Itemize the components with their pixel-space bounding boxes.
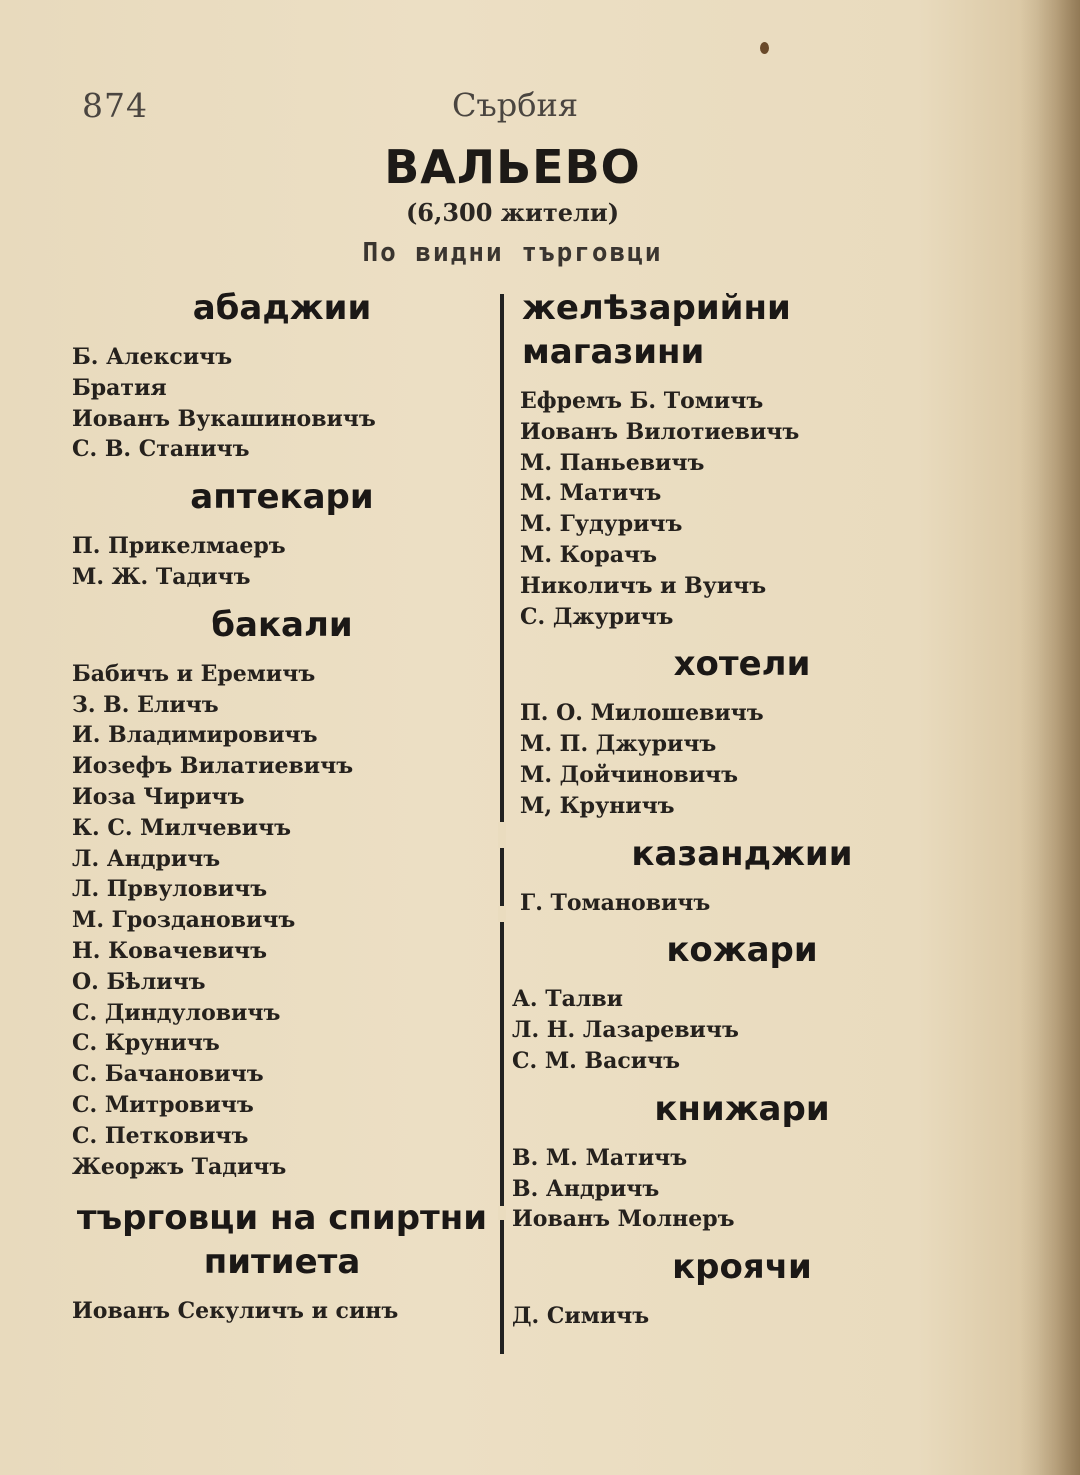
list-item: Братия <box>72 374 167 401</box>
subtitle: По видни търговци <box>362 238 663 268</box>
section-kazandzhii <box>512 832 972 919</box>
list-item: Жеоржъ Тадичъ <box>72 1153 287 1180</box>
list-item: П. О. Милошевичъ <box>520 700 764 727</box>
section-heading: казанджии <box>631 833 853 874</box>
list-item: Л. Првуловичъ <box>72 876 268 903</box>
list-item: З. В. Еличъ <box>72 691 219 718</box>
list-item: М. Паньевичъ <box>520 449 705 476</box>
list-item: С. Круничъ <box>72 1030 220 1057</box>
list-item: Иоза Чиричъ <box>72 783 245 810</box>
list-item: Ефремъ Б. Томичъ <box>520 388 764 414</box>
section-kozhari <box>512 928 972 1076</box>
section-kroyachi <box>512 1245 972 1332</box>
population: (6,300 жители) <box>405 198 620 227</box>
list-item: Иованъ Секуличъ и синъ <box>72 1298 399 1325</box>
list-item: Иованъ Молнеръ <box>512 1206 735 1233</box>
list-item: В. М. Матичъ <box>512 1144 688 1171</box>
section-hotels <box>512 642 972 821</box>
section-heading: аптекари <box>190 477 374 518</box>
section-heading: бакали <box>211 604 353 645</box>
list-item: М. Гудуричъ <box>520 511 683 538</box>
list-item: С. В. Станичъ <box>72 436 250 463</box>
entry-list <box>72 659 492 1183</box>
entry-list <box>512 1143 972 1235</box>
entry-list <box>512 386 972 632</box>
divider-gap <box>498 906 506 922</box>
list-item: С. Джуричъ <box>520 603 674 630</box>
spine-shadow <box>1020 0 1080 1475</box>
entry-list <box>512 698 972 821</box>
left-column <box>72 286 492 1337</box>
section-heading: търговци на спиртни питиета <box>76 1198 488 1283</box>
section-bakali <box>72 603 492 1183</box>
entry-list <box>512 888 972 919</box>
list-item: М. Дойчиновичъ <box>520 761 739 788</box>
list-item: Иованъ Вукашиновичъ <box>72 405 376 432</box>
entry-list <box>512 1301 972 1332</box>
page-number: 874 <box>82 86 148 125</box>
list-item: М. П. Джуричъ <box>520 731 717 758</box>
right-column <box>512 286 972 1342</box>
list-item: М, Круничъ <box>520 792 675 819</box>
entry-list <box>72 342 492 465</box>
section-hardware-stores <box>512 286 972 632</box>
list-item: Иозефъ Вилатиевичъ <box>72 753 354 780</box>
section-heading: абаджии <box>192 288 372 328</box>
list-item: Иованъ Вилотиевичъ <box>520 418 800 445</box>
divider-gap <box>498 1206 506 1220</box>
list-item: Л. Андричъ <box>72 845 221 872</box>
list-item: К. С. Милчевичъ <box>72 814 292 841</box>
entry-list <box>512 984 972 1076</box>
list-item: Н. Ковачевичъ <box>72 937 268 964</box>
list-item: Б. Алексичъ <box>72 344 233 370</box>
list-item: С. Митровичъ <box>72 1091 254 1118</box>
running-head: Сърбия <box>451 86 579 124</box>
section-heading: книжари <box>654 1088 830 1129</box>
section-spirits-merchants <box>72 1196 492 1327</box>
list-item: В. Андричъ <box>512 1175 660 1202</box>
section-heading: кроячи <box>672 1247 812 1288</box>
ink-spot <box>760 42 769 54</box>
list-item: О. Бѣличъ <box>72 968 206 995</box>
list-item: А. Талви <box>512 986 623 1013</box>
divider-gap <box>498 822 506 848</box>
list-item: Г. Томановичъ <box>520 889 711 916</box>
section-knizhari <box>512 1087 972 1235</box>
list-item: С. Бачановичъ <box>72 1061 264 1088</box>
list-item: М. Гроздановичъ <box>72 907 296 934</box>
list-item: С. М. Васичъ <box>512 1047 681 1074</box>
section-heading: кожари <box>666 930 818 971</box>
section-heading: желѣзарийни магазини <box>522 288 791 372</box>
list-item: Николичъ и Вуичъ <box>520 572 767 599</box>
entry-list <box>72 531 492 593</box>
entry-list <box>72 1296 492 1327</box>
list-item: Л. Н. Лазаревичъ <box>512 1017 739 1044</box>
city-title: ВАЛЬЕВО <box>384 140 641 194</box>
list-item: М. Ж. Тадичъ <box>72 563 251 590</box>
list-item: С. Диндуловичъ <box>72 999 281 1026</box>
list-item: М. Корачъ <box>520 541 657 568</box>
list-item: С. Петковичъ <box>72 1122 249 1149</box>
list-item: И. Владимировичъ <box>72 722 318 749</box>
list-item: П. Прикелмаеръ <box>72 533 286 560</box>
list-item: М. Матичъ <box>520 480 662 507</box>
list-item: Бабичъ и Еремичъ <box>72 660 316 687</box>
list-item: Д. Симичъ <box>512 1303 650 1330</box>
section-aptekari <box>72 475 492 593</box>
section-abadzhii <box>72 286 492 465</box>
section-heading: хотели <box>673 644 811 685</box>
